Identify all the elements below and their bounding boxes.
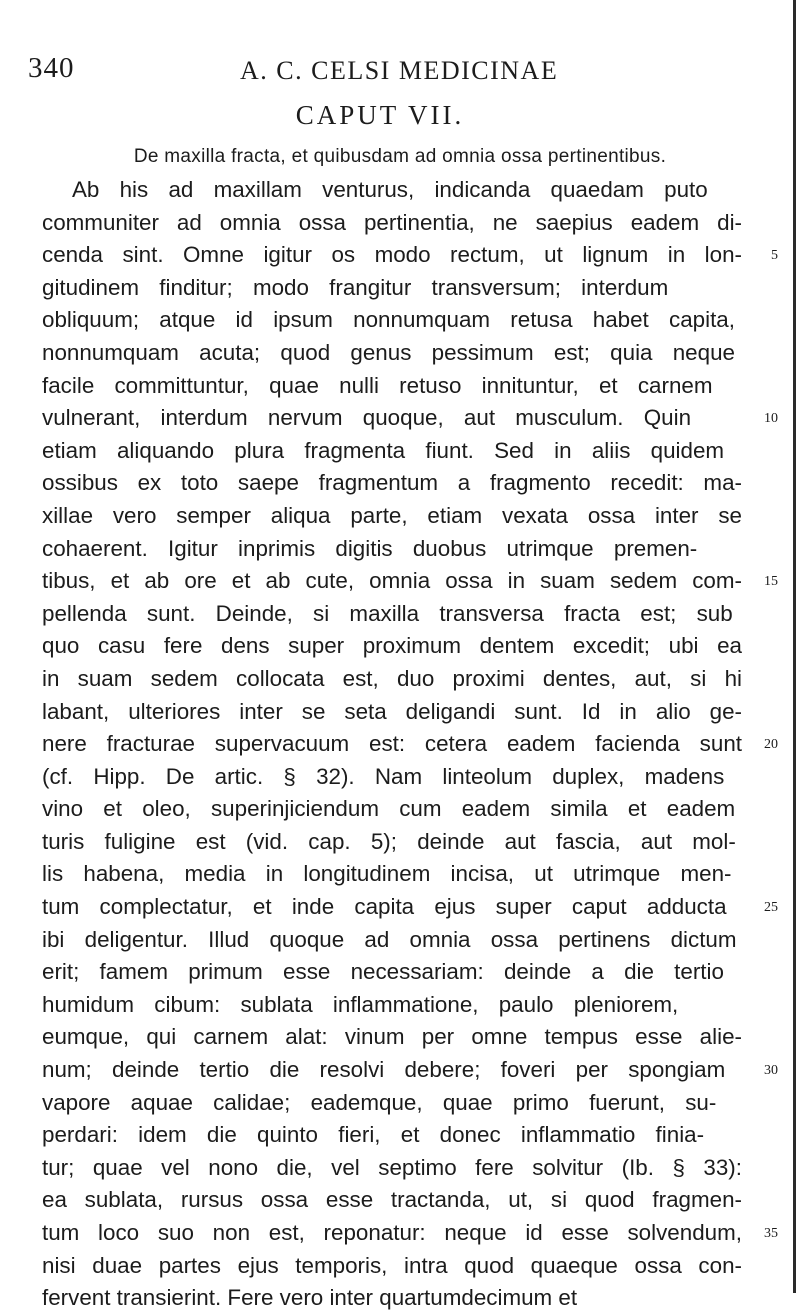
line-text: tum loco suo non est, reponatur: neque id esse solvendum, <box>42 1220 742 1245</box>
line-text: etiam aliquando plura fragmenta fiunt. Sed in aliis quidem <box>42 437 725 463</box>
line-text: tibus, et ab ore et ab cute, omnia ossa in suam sedem com- <box>42 568 742 594</box>
line-number: 10 <box>764 411 778 427</box>
text-line <box>42 1217 782 1250</box>
chapter-subtitle: De maxilla fracta, et quibusdam ad omnia ossa pertinentibus. <box>133 146 667 167</box>
line-text: lis habena, media in longitudinem incisa, ut utrimque men- <box>42 861 732 887</box>
line-text: vapore aquae calidae; eademque, quae primo fuerunt, su- <box>42 1089 717 1115</box>
line-number: 15 <box>764 574 778 590</box>
line-text: nisi duae partes ejus temporis, intra quod quaeque ossa con- <box>42 1252 742 1278</box>
text-line <box>42 663 782 696</box>
line-text: quo casu fere dens super proximum dentem excedit; ubi ea <box>42 633 742 659</box>
text-line <box>42 1021 782 1054</box>
text-line <box>42 956 782 989</box>
line-text: turis fuligine est (vid. cap. 5); deinde aut fascia, aut mol- <box>42 828 736 854</box>
text-line <box>42 1087 782 1120</box>
line-text: erit; famem primum esse necessariam: deinde a die tertio <box>42 959 724 985</box>
text-line <box>42 272 782 305</box>
line-number: 35 <box>764 1226 778 1241</box>
text-line <box>42 435 782 468</box>
text-line <box>42 304 782 337</box>
line-text: tur; quae vel nono die, vel septimo fere solvitur (Ib. § 33): <box>42 1154 742 1180</box>
line-text: nere fracturae supervacuum est: cetera eadem facienda sunt <box>42 731 742 757</box>
text-line <box>42 793 782 826</box>
line-text: perdari: idem die quinto fieri, et donec inflammatio finia- <box>42 1122 705 1148</box>
line-number: 5 <box>771 248 778 264</box>
line-number: 20 <box>764 737 778 753</box>
line-text: nonnumquam acuta; quod genus pessimum est; quia neque <box>42 339 735 365</box>
line-text: (cf. Hipp. De artic. § 32). Nam linteolum duplex, madens <box>42 763 725 789</box>
line-text: eumque, qui carnem alat: vinum per omne tempus esse alie- <box>42 1024 742 1050</box>
line-number: 25 <box>764 900 778 916</box>
line-text: facile committuntur, quae nulli retuso innituntur, et carnem <box>42 372 713 398</box>
page-number: 340 <box>28 52 75 84</box>
line-number: 30 <box>764 1063 778 1079</box>
line-text: vino et oleo, superinjiciendum cum eadem simila et eadem <box>42 796 736 822</box>
line-text: cohaerent. Igitur inprimis digitis duobus utrimque premen- <box>42 535 698 561</box>
text-line <box>42 1250 782 1283</box>
text-line <box>42 500 782 533</box>
text-line <box>42 1184 782 1217</box>
line-text: gitudinem finditur; modo frangitur transversum; interdum <box>42 274 669 300</box>
text-line <box>42 1119 782 1152</box>
text-line <box>42 858 782 891</box>
line-text: ibi deligentur. Illud quoque ad omnia ossa pertinens dictum <box>42 926 737 952</box>
text-line <box>42 565 782 598</box>
line-text: communiter ad omnia ossa pertinentia, ne saepius eadem di- <box>42 209 742 235</box>
text-line <box>42 891 782 924</box>
line-text: fervent transierint. Fere vero inter quartumdecimum et <box>42 1285 578 1311</box>
text-line <box>42 337 782 370</box>
text-line <box>42 630 782 663</box>
text-line <box>42 696 782 729</box>
text-line <box>42 728 782 761</box>
line-text: vulnerant, interdum nervum quoque, aut musculum. Quin <box>42 405 692 431</box>
line-text: cenda sint. Omne igitur os modo rectum, ut lignum in lon- <box>42 242 742 268</box>
text-line <box>42 924 782 957</box>
line-text: Ab his ad maxillam venturus, indicanda quaedam puto <box>72 177 708 202</box>
text-line <box>42 989 782 1022</box>
line-text: ossibus ex toto saepe fragmentum a fragmento recedit: ma- <box>42 470 742 496</box>
page-edge <box>793 0 796 1293</box>
text-line <box>42 370 782 403</box>
text-line <box>42 761 782 794</box>
line-text: xillae vero semper aliqua parte, etiam vexata ossa inter se <box>42 502 742 528</box>
text-line <box>42 598 782 631</box>
text-line <box>42 467 782 500</box>
text-line <box>42 207 782 240</box>
text-line <box>42 402 782 435</box>
text-line <box>42 533 782 566</box>
line-text: pellenda sunt. Deinde, si maxilla transversa fracta est; sub <box>42 600 733 626</box>
line-text: labant, ulteriores inter se seta deligandi sunt. Id in alio ge- <box>42 698 742 724</box>
text-line <box>42 1054 782 1087</box>
chapter-heading: CAPUT VII. <box>295 100 465 130</box>
text-line <box>42 239 782 272</box>
running-title: A. C. CELSI MEDICINAE <box>240 56 559 85</box>
line-text: ea sublata, rursus ossa esse tractanda, ut, si quod fragmen- <box>42 1187 742 1213</box>
line-text: obliquum; atque id ipsum nonnumquam retusa habet capita, <box>42 307 735 333</box>
line-text: num; deinde tertio die resolvi debere; foveri per spongiam <box>42 1057 726 1083</box>
line-text: humidum cibum: sublata inflammatione, paulo pleniorem, <box>42 991 679 1017</box>
body-text <box>42 174 782 1315</box>
text-line <box>42 1152 782 1185</box>
text-line <box>42 826 782 859</box>
text-line <box>42 1282 782 1315</box>
line-text: in suam sedem collocata est, duo proximi dentes, aut, si hi <box>42 665 742 691</box>
text-line <box>42 174 782 207</box>
line-text: tum complectatur, et inde capita ejus super caput adducta <box>42 894 727 920</box>
running-head <box>28 52 748 92</box>
